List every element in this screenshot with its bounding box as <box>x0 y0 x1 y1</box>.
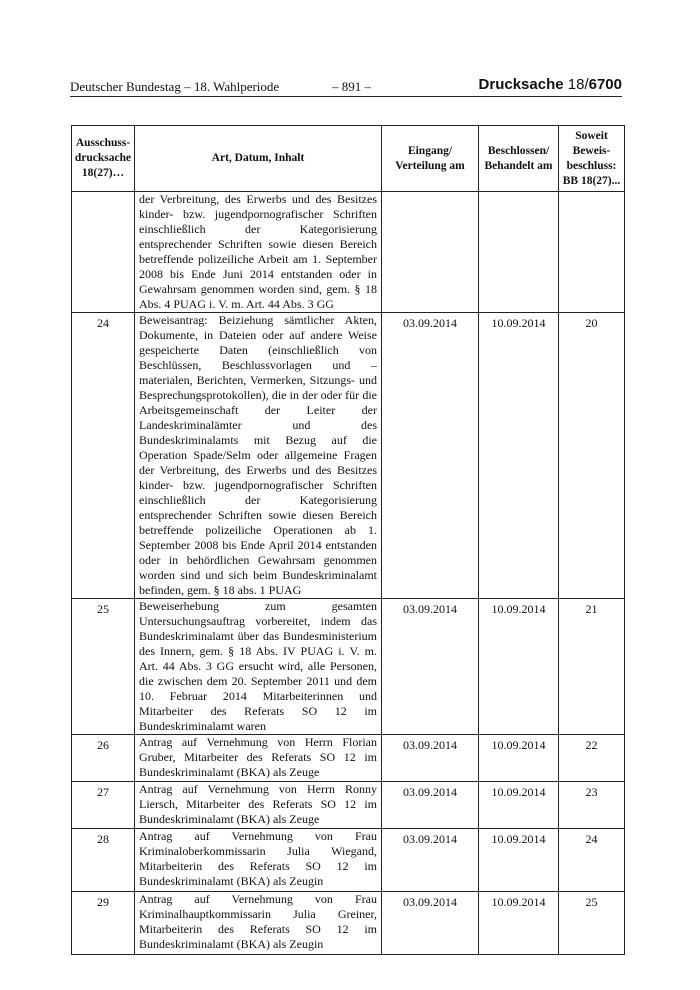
cell-beschlossen <box>479 192 559 313</box>
cell-eingang: 03.09.2014 <box>382 829 479 892</box>
cell-num: 28 <box>72 829 135 892</box>
cell-eingang: 03.09.2014 <box>382 782 479 829</box>
cell-beschlossen: 10.09.2014 <box>479 313 559 599</box>
cell-bb: 25 <box>559 892 625 955</box>
cell-bb <box>559 192 625 313</box>
header-drucksache-prefix: 18/ <box>567 76 589 93</box>
col-header-inhalt: Art, Datum, Inhalt <box>135 126 382 192</box>
header-drucksache-label: Drucksache <box>478 76 564 93</box>
header-parliament: Deutscher Bundestag – 18. Wahlperiode <box>70 79 280 94</box>
cell-num: 27 <box>72 782 135 829</box>
cell-beschlossen: 10.09.2014 <box>479 892 559 955</box>
table-row <box>72 829 625 892</box>
cell-text: Antrag auf Vernehmung von Frau Kriminaloberkommissarin Julia Wiegand, Mitarbeiterin des Referats SO 12 im Bundeskriminalamt (BKA) als Zeugin <box>135 829 382 892</box>
documents-table <box>71 125 625 955</box>
cell-text: Beweisantrag: Beiziehung sämtlicher Akten, Dokumente, in Dateien oder auf andere Weise gespeicherte Daten (einschließlich von Beschlüssen, Beschlussvorlagen und –materialen, Berichten, Vermerken, Sitzungs- und Besprechungsprotokollen), die in der oder für die Arbeitsgemeinschaft der Leiter der Landeskriminalämter und des Bundeskriminalamts mit Bezug auf die Operation Spade/Selm oder allgemeine Fragen der Verbreitung, des Erwerbs und des Besitzes kinder- bzw. jugendpornografischer Schriften einschließlich der Kategorisierung entsprechender Schriften sowie diesen Bereich betreffende polizeiliche Operationen ab 1. September 2008 bis Ende April 2014 entstanden oder in behördlichen Gewahrsam genommen worden sind und sich beim Bundeskriminalamt befinden, gem. § 18 abs. 1 PUAG <box>135 313 382 599</box>
col-header-bb-line1: Soweit Beweis-beschluss: <box>566 129 617 172</box>
table-row <box>72 782 625 829</box>
cell-bb: 24 <box>559 829 625 892</box>
cell-num: 24 <box>72 313 135 599</box>
cell-text: Beweiserhebung zum gesamten Untersuchungsauftrag vorbereitet, indem das Bundeskriminalamt über das Bundesministerium des Innern, gem. § 18 Abs. IV PUAG i. V. m. Art. 44 Abs. 3 GG ersucht wird, alle Personen, die zwischen dem 20. September 2011 und dem 10. Februar 2014 Mitarbeiterinnen und Mitarbeiter des Referats SO 12 im Bundeskriminalamt waren <box>135 599 382 735</box>
header-drucksache <box>479 76 622 93</box>
header-drucksache-number: 6700 <box>588 76 622 93</box>
cell-eingang: 03.09.2014 <box>382 735 479 782</box>
table-row <box>72 892 625 955</box>
cell-bb: 22 <box>559 735 625 782</box>
cell-bb: 21 <box>559 599 625 735</box>
cell-beschlossen: 10.09.2014 <box>479 735 559 782</box>
cell-text: der Verbreitung, des Erwerbs und des Besitzes kinder- bzw. jugendpornografischer Schriften einschließlich der Kategorisierung entsprechender Schriften sowie diesen Bereich betreffende polizeiliche Arbeit am 1. September 2008 bis Ende Juni 2014 entstanden oder in Gewahrsam genommen worden sind, gem. § 18 Abs. 4 PUAG i. V. m. Art. 44 Abs. 3 GG <box>135 192 382 313</box>
cell-text: Antrag auf Vernehmung von Frau Kriminalhauptkommissarin Julia Greiner, Mitarbeiterin des Referats SO 12 im Bundeskriminalamt (BKA) als Zeugin <box>135 892 382 955</box>
table-row <box>72 735 625 782</box>
cell-beschlossen: 10.09.2014 <box>479 829 559 892</box>
cell-eingang <box>382 192 479 313</box>
cell-bb: 23 <box>559 782 625 829</box>
col-header-beschlossen: Beschlossen/ Behandelt am <box>479 126 559 192</box>
cell-eingang: 03.09.2014 <box>382 313 479 599</box>
table-header-row <box>72 126 625 192</box>
table-row-continued <box>72 192 625 313</box>
cell-num <box>72 192 135 313</box>
cell-num: 26 <box>72 735 135 782</box>
header-rule <box>70 96 622 97</box>
col-header-bb-line2: BB 18(27)... <box>562 174 621 187</box>
cell-eingang: 03.09.2014 <box>382 599 479 735</box>
cell-bb: 20 <box>559 313 625 599</box>
cell-beschlossen: 10.09.2014 <box>479 599 559 735</box>
cell-num: 25 <box>72 599 135 735</box>
cell-text: Antrag auf Vernehmung von Herrn Ronny Liersch, Mitarbeiter des Referats SO 12 im Bundeskriminalamt (BKA) als Zeuge <box>135 782 382 829</box>
col-header-drucksache: Ausschuss-drucksache 18(27)… <box>72 126 135 192</box>
cell-beschlossen: 10.09.2014 <box>479 782 559 829</box>
table-row <box>72 313 625 599</box>
col-header-bb <box>559 126 625 192</box>
cell-eingang: 03.09.2014 <box>382 892 479 955</box>
page-header <box>70 76 622 96</box>
cell-num: 29 <box>72 892 135 955</box>
col-header-eingang: Eingang/ Verteilung am <box>382 126 479 192</box>
table-row <box>72 599 625 735</box>
header-page-number: – 891 – <box>332 79 371 94</box>
cell-text: Antrag auf Vernehmung von Herrn Florian Gruber, Mitarbeiter des Referats SO 12 im Bundeskriminalamt (BKA) als Zeuge <box>135 735 382 782</box>
